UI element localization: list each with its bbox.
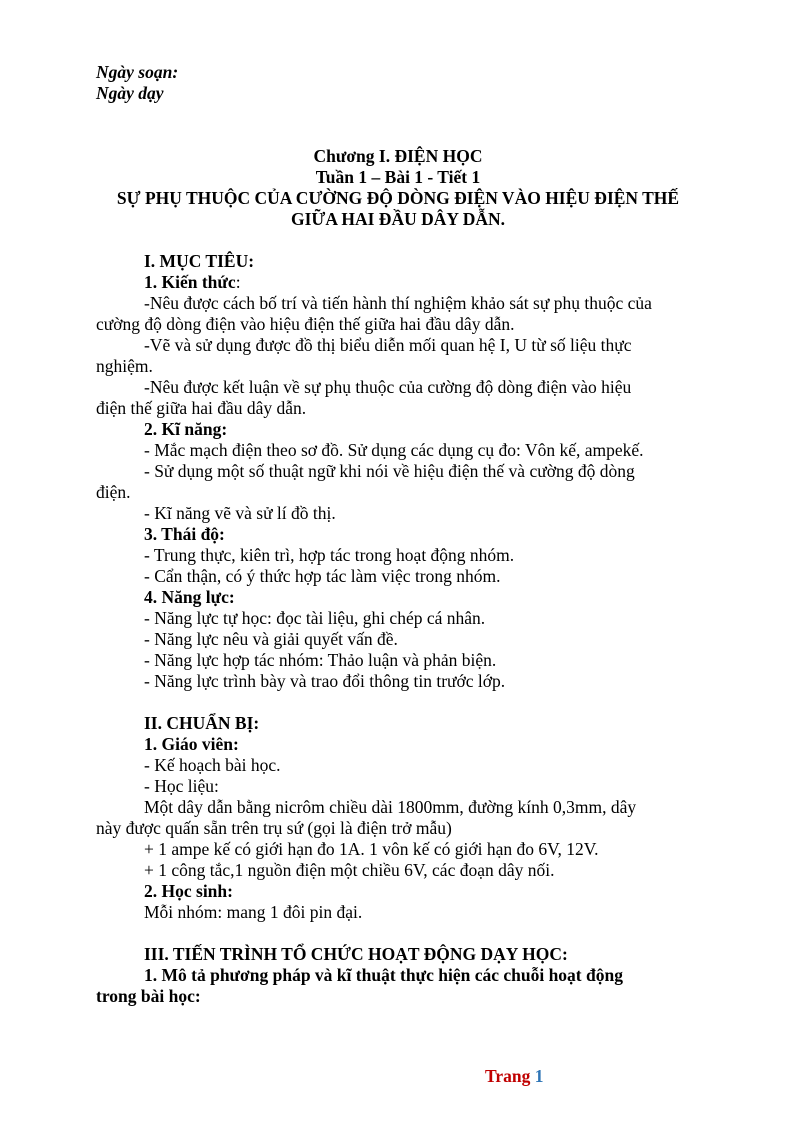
skill-item-1: - Mắc mạch điện theo sơ đồ. Sử dụng các dụng cụ đo: Vôn kế, ampekế. — [144, 440, 644, 460]
knowledge-item-1-b: cường độ dòng điện vào hiệu điện thế giữa hai đầu dây dẫn. — [96, 314, 515, 334]
knowledge-colon: : — [235, 272, 241, 292]
section-process-heading: III. TIẾN TRÌNH TỔ CHỨC HOẠT ĐỘNG DẠY HỌC: — [144, 944, 568, 964]
teacher-item-3-b: này được quấn sẵn trên trụ sứ (gọi là điện trở mẫu) — [96, 818, 452, 838]
teacher-item-5: + 1 công tắc,1 nguồn điện một chiều 6V, các đoạn dây nối. — [144, 860, 555, 880]
page-label: Trang — [485, 1066, 531, 1086]
skill-item-2-b: điện. — [96, 482, 131, 502]
spacer — [96, 692, 700, 713]
skill-item-3: - Kĩ năng vẽ và sử lí đồ thị. — [144, 503, 336, 523]
teacher-item-1: - Kế hoạch bài học. — [144, 755, 281, 775]
student-heading: 2. Học sinh: — [144, 881, 233, 901]
teacher-item-2: - Học liệu: — [144, 776, 219, 796]
spacer — [96, 125, 700, 146]
skills-heading: 2. Kĩ năng: — [144, 419, 228, 439]
attitude-item-2: - Cẩn thận, có ý thức hợp tác làm việc trong nhóm. — [144, 566, 501, 586]
section-objectives-heading: I. MỤC TIÊU: — [144, 251, 255, 271]
knowledge-item-1-a: -Nêu được cách bố trí và tiến hành thí nghiệm khảo sát sự phụ thuộc của — [144, 293, 652, 313]
attitude-item-1: - Trung thực, kiên trì, hợp tác trong hoạt động nhóm. — [144, 545, 515, 565]
competency-item-2: - Năng lực nêu và giải quyết vấn đề. — [144, 629, 398, 649]
knowledge-item-2-a: -Vẽ và sử dụng được đồ thị biểu diễn mối quan hệ I, U từ số liệu thực — [144, 335, 632, 355]
date-taught-label: Ngày dạy — [96, 83, 164, 103]
spacer — [96, 104, 700, 125]
section-preparation-heading: II. CHUẨN BỊ: — [144, 713, 260, 733]
week-title: Tuần 1 – Bài 1 - Tiết 1 — [315, 167, 481, 187]
knowledge-item-2-b: nghiệm. — [96, 356, 153, 376]
spacer — [96, 923, 700, 944]
process-sub1-b: trong bài học: — [96, 986, 201, 1006]
chapter-title: Chương I. ĐIỆN HỌC — [313, 146, 483, 166]
process-sub1-a: 1. Mô tả phương pháp và kĩ thuật thực hiện các chuỗi hoạt động — [144, 965, 623, 985]
teacher-item-3-a: Một dây dẫn bằng nicrôm chiều dài 1800mm, đường kính 0,3mm, dây — [144, 797, 637, 817]
competency-item-1: - Năng lực tự học: đọc tài liệu, ghi chép cá nhân. — [144, 608, 486, 628]
knowledge-label: 1. Kiến thức — [144, 272, 236, 292]
student-item-1: Mỗi nhóm: mang 1 đôi pin đại. — [144, 902, 363, 922]
lesson-title-line1: SỰ PHỤ THUỘC CỦA CƯỜNG ĐỘ DÒNG ĐIỆN VÀO HIỆU ĐIỆN THẾ — [116, 188, 680, 208]
date-prepared-label: Ngày soạn: — [96, 62, 179, 82]
knowledge-item-3-b: điện thế giữa hai đầu dây dẫn. — [96, 398, 307, 418]
knowledge-heading — [96, 272, 700, 293]
lesson-title-line2: GIỮA HAI ĐẦU DÂY DẪN. — [290, 209, 506, 229]
teacher-heading: 1. Giáo viên: — [144, 734, 239, 754]
page-number: 1 — [534, 1066, 544, 1086]
competency-item-3: - Năng lực hợp tác nhóm: Thảo luận và phản biện. — [144, 650, 497, 670]
attitude-heading: 3. Thái độ: — [144, 524, 225, 544]
competency-heading: 4. Năng lực: — [144, 587, 235, 607]
document-content — [96, 62, 700, 1007]
spacer — [96, 230, 700, 251]
teacher-item-4: + 1 ampe kế có giới hạn đo 1A. 1 vôn kế có giới hạn đo 6V, 12V. — [144, 839, 599, 859]
knowledge-item-1 — [96, 293, 700, 314]
page-number-label — [485, 1066, 544, 1087]
competency-item-4: - Năng lực trình bày và trao đổi thông tin trước lớp. — [144, 671, 506, 691]
skill-item-2-a: - Sử dụng một số thuật ngữ khi nói về hiệu điện thế và cường độ dòng — [144, 461, 635, 481]
knowledge-item-3-a: -Nêu được kết luận về sự phụ thuộc của cường độ dòng điện vào hiệu — [144, 377, 632, 397]
